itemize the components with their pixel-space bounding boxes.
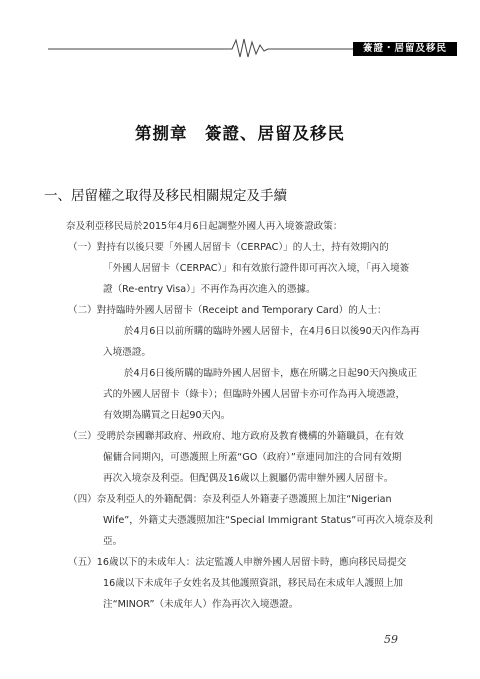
- chapter-title: 第捌章 簽證、居留及移民: [135, 124, 345, 143]
- item-2-line-1: （二）對持臨時外國人居留卡（Receipt and Temporary Card）的人士：: [68, 305, 387, 316]
- item-1-line-1: （一）對持有以後只要「外國人居留卡（CERPAC）」的人士，持有效期內的: [68, 242, 389, 253]
- item-4-line-1: （四）奈及利亞人的外籍配偶：奈及利亞人外籍妻子憑護照上加注“Nigerian: [68, 494, 392, 505]
- item-2-line-4: 於4月6日後所購的臨時外國人居留卡，應在所購之日起90天內換成正: [124, 368, 418, 379]
- intro-line: 奈及利亞移民局於2015年4月6日起調整外國人再入境簽證政策：: [66, 221, 343, 232]
- item-2-line-5: 式的外國人居留卡（綠卡）；但臨時外國人居留卡亦可作為再入境憑證，: [103, 389, 406, 400]
- header-label: 簽證・居留及移民: [353, 42, 457, 56]
- heartbeat-line-icon: [48, 37, 353, 59]
- item-5-line-2: 16歲以下未成年子女姓名及其他護照資訊，移民局在未成年人護照上加: [103, 578, 404, 589]
- page-number: 59: [384, 633, 398, 646]
- section-heading: 一、居留權之取得及移民相關規定及手續: [44, 188, 287, 204]
- item-4-line-3: 亞。: [103, 536, 123, 547]
- item-3-line-2: 僱傭合同期內，可憑護照上所蓋“GO（政府）”章連同加注的合同有效期: [103, 452, 402, 463]
- item-1-line-3: 證（Re-entry Visa）」不再作為再次進入的憑據。: [103, 284, 316, 295]
- item-2-line-3: 入境憑證。: [103, 347, 151, 358]
- item-3-line-1: （三）受聘於奈國聯邦政府、州政府、地方政府及教育機構的外籍職員，在有效: [68, 431, 404, 442]
- running-header: [48, 37, 447, 59]
- item-1-line-2: 「外國人居留卡（CERPAC）」和有效旅行證件即可再次入境，「再入境簽: [103, 263, 410, 274]
- item-2-line-2: 於4月6日以前所購的臨時外國人居留卡，在4月6日以後90天內作為再: [124, 326, 420, 337]
- item-5-line-3: 注“MINOR”（未成年人）作為再次入境憑證。: [103, 599, 299, 610]
- item-3-line-3: 再次入境奈及利亞。但配偶及16歲以上親屬仍需申辦外國人居留卡。: [103, 473, 394, 484]
- item-2-line-6: 有效期為購買之日起90天內。: [103, 410, 231, 421]
- item-5-line-1: （五）16歲以下的未成年人：法定監護人申辦外國人居留卡時，應向移民局提交: [68, 557, 407, 568]
- item-4-line-2: Wife”，外籍丈夫憑護照加注“Special Immigrant Status”可再次入境奈及利: [103, 515, 433, 526]
